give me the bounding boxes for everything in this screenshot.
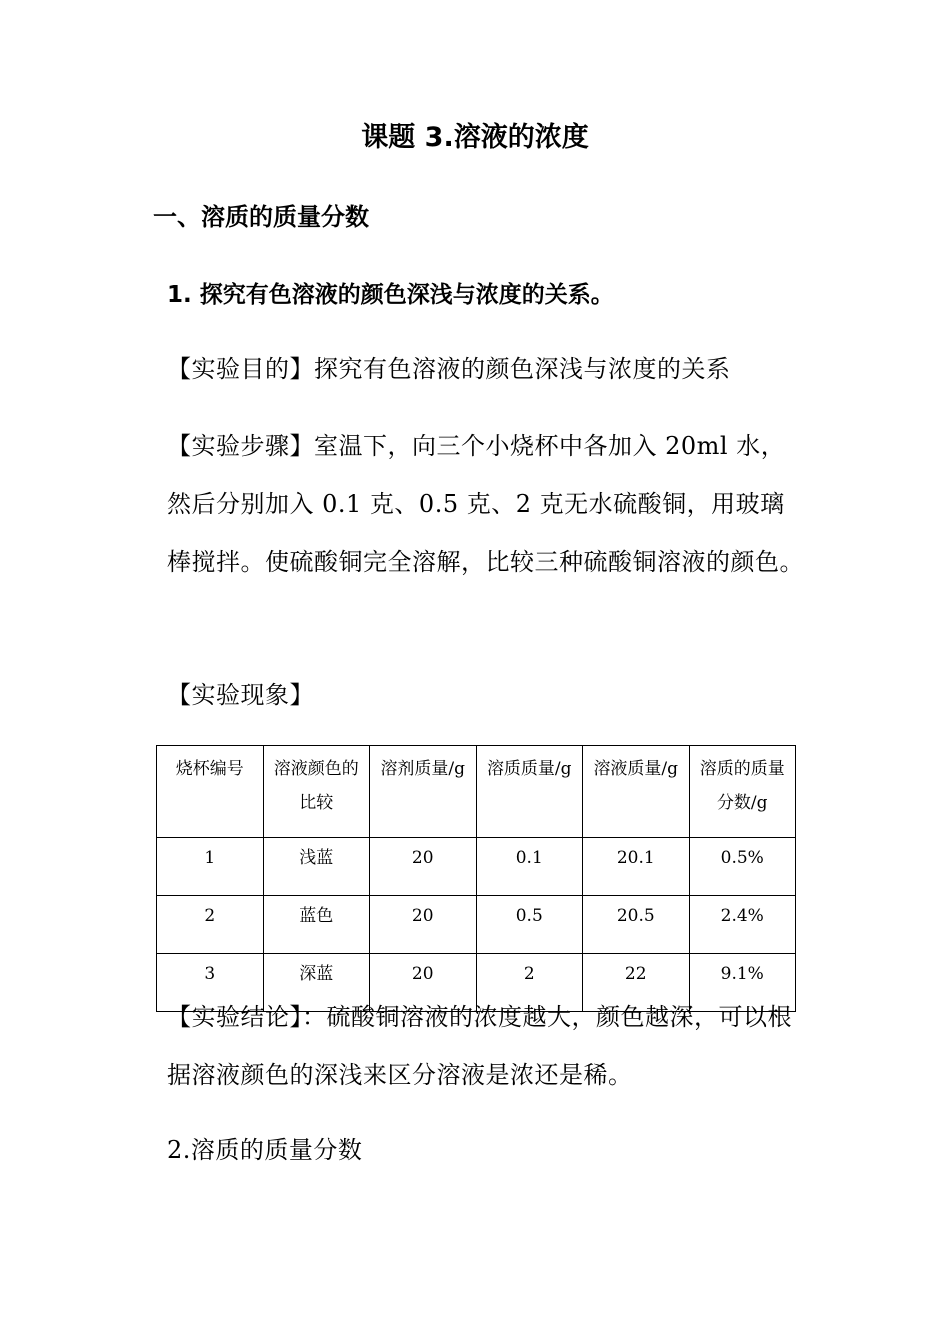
table-cell: 20 [370, 896, 477, 954]
section-heading: 一、溶质的质量分数 [153, 203, 369, 231]
table-cell: 2.4% [689, 896, 796, 954]
col-header-solution-mass: 溶液质量/g [583, 746, 690, 838]
experiment-conclusion: 【实验结论】：硫酸铜溶液的浓度越大，颜色越深，可以根据溶液颜色的深浅来区分溶液是浓还是稀。 [167, 1003, 792, 1089]
table-cell: 深蓝 [263, 954, 370, 1012]
table-cell: 1 [157, 838, 264, 896]
table-cell: 浅蓝 [263, 838, 370, 896]
table-cell: 0.5% [689, 838, 796, 896]
table-cell: 3 [157, 954, 264, 1012]
table-cell: 22 [583, 954, 690, 1012]
experiment-steps: 【实验步骤】室温下，向三个小烧杯中各加入 20ml 水，然后分别加入 0.1 克、0.5 克、2 克无水硫酸铜，用玻璃棒搅拌。使硫酸铜完全溶解，比较三种硫酸铜溶液的颜色。 [167, 432, 804, 576]
table-cell: 2 [476, 954, 583, 1012]
table-cell: 9.1% [689, 954, 796, 1012]
table-cell: 20.5 [583, 896, 690, 954]
page-title: 课题 3.溶液的浓度 [361, 122, 589, 153]
col-header-mass-fraction: 溶质的质量分数/g [689, 746, 796, 838]
table-cell: 0.5 [476, 896, 583, 954]
experiment-purpose: 【实验目的】探究有色溶液的颜色深浅与浓度的关系 [167, 355, 731, 383]
table-row [157, 896, 796, 954]
experiment-data-table [156, 745, 796, 1012]
table-cell: 20 [370, 954, 477, 1012]
table-header-row [157, 746, 796, 838]
table-cell: 蓝色 [263, 896, 370, 954]
table-cell: 20.1 [583, 838, 690, 896]
experiment-phenomenon-label: 【实验现象】 [167, 681, 314, 709]
col-header-solute-mass: 溶质质量/g [476, 746, 583, 838]
col-header-beaker-number: 烧杯编号 [157, 746, 264, 838]
table-cell: 0.1 [476, 838, 583, 896]
mass-fraction-heading: 2.溶质的质量分数 [167, 1136, 363, 1164]
table-cell: 2 [157, 896, 264, 954]
col-header-color: 溶液颜色的比较 [263, 746, 370, 838]
table-row [157, 838, 796, 896]
col-header-solvent-mass: 溶剂质量/g [370, 746, 477, 838]
table-cell: 20 [370, 838, 477, 896]
experiment-heading: 1. 探究有色溶液的颜色深浅与浓度的关系。 [167, 282, 614, 308]
